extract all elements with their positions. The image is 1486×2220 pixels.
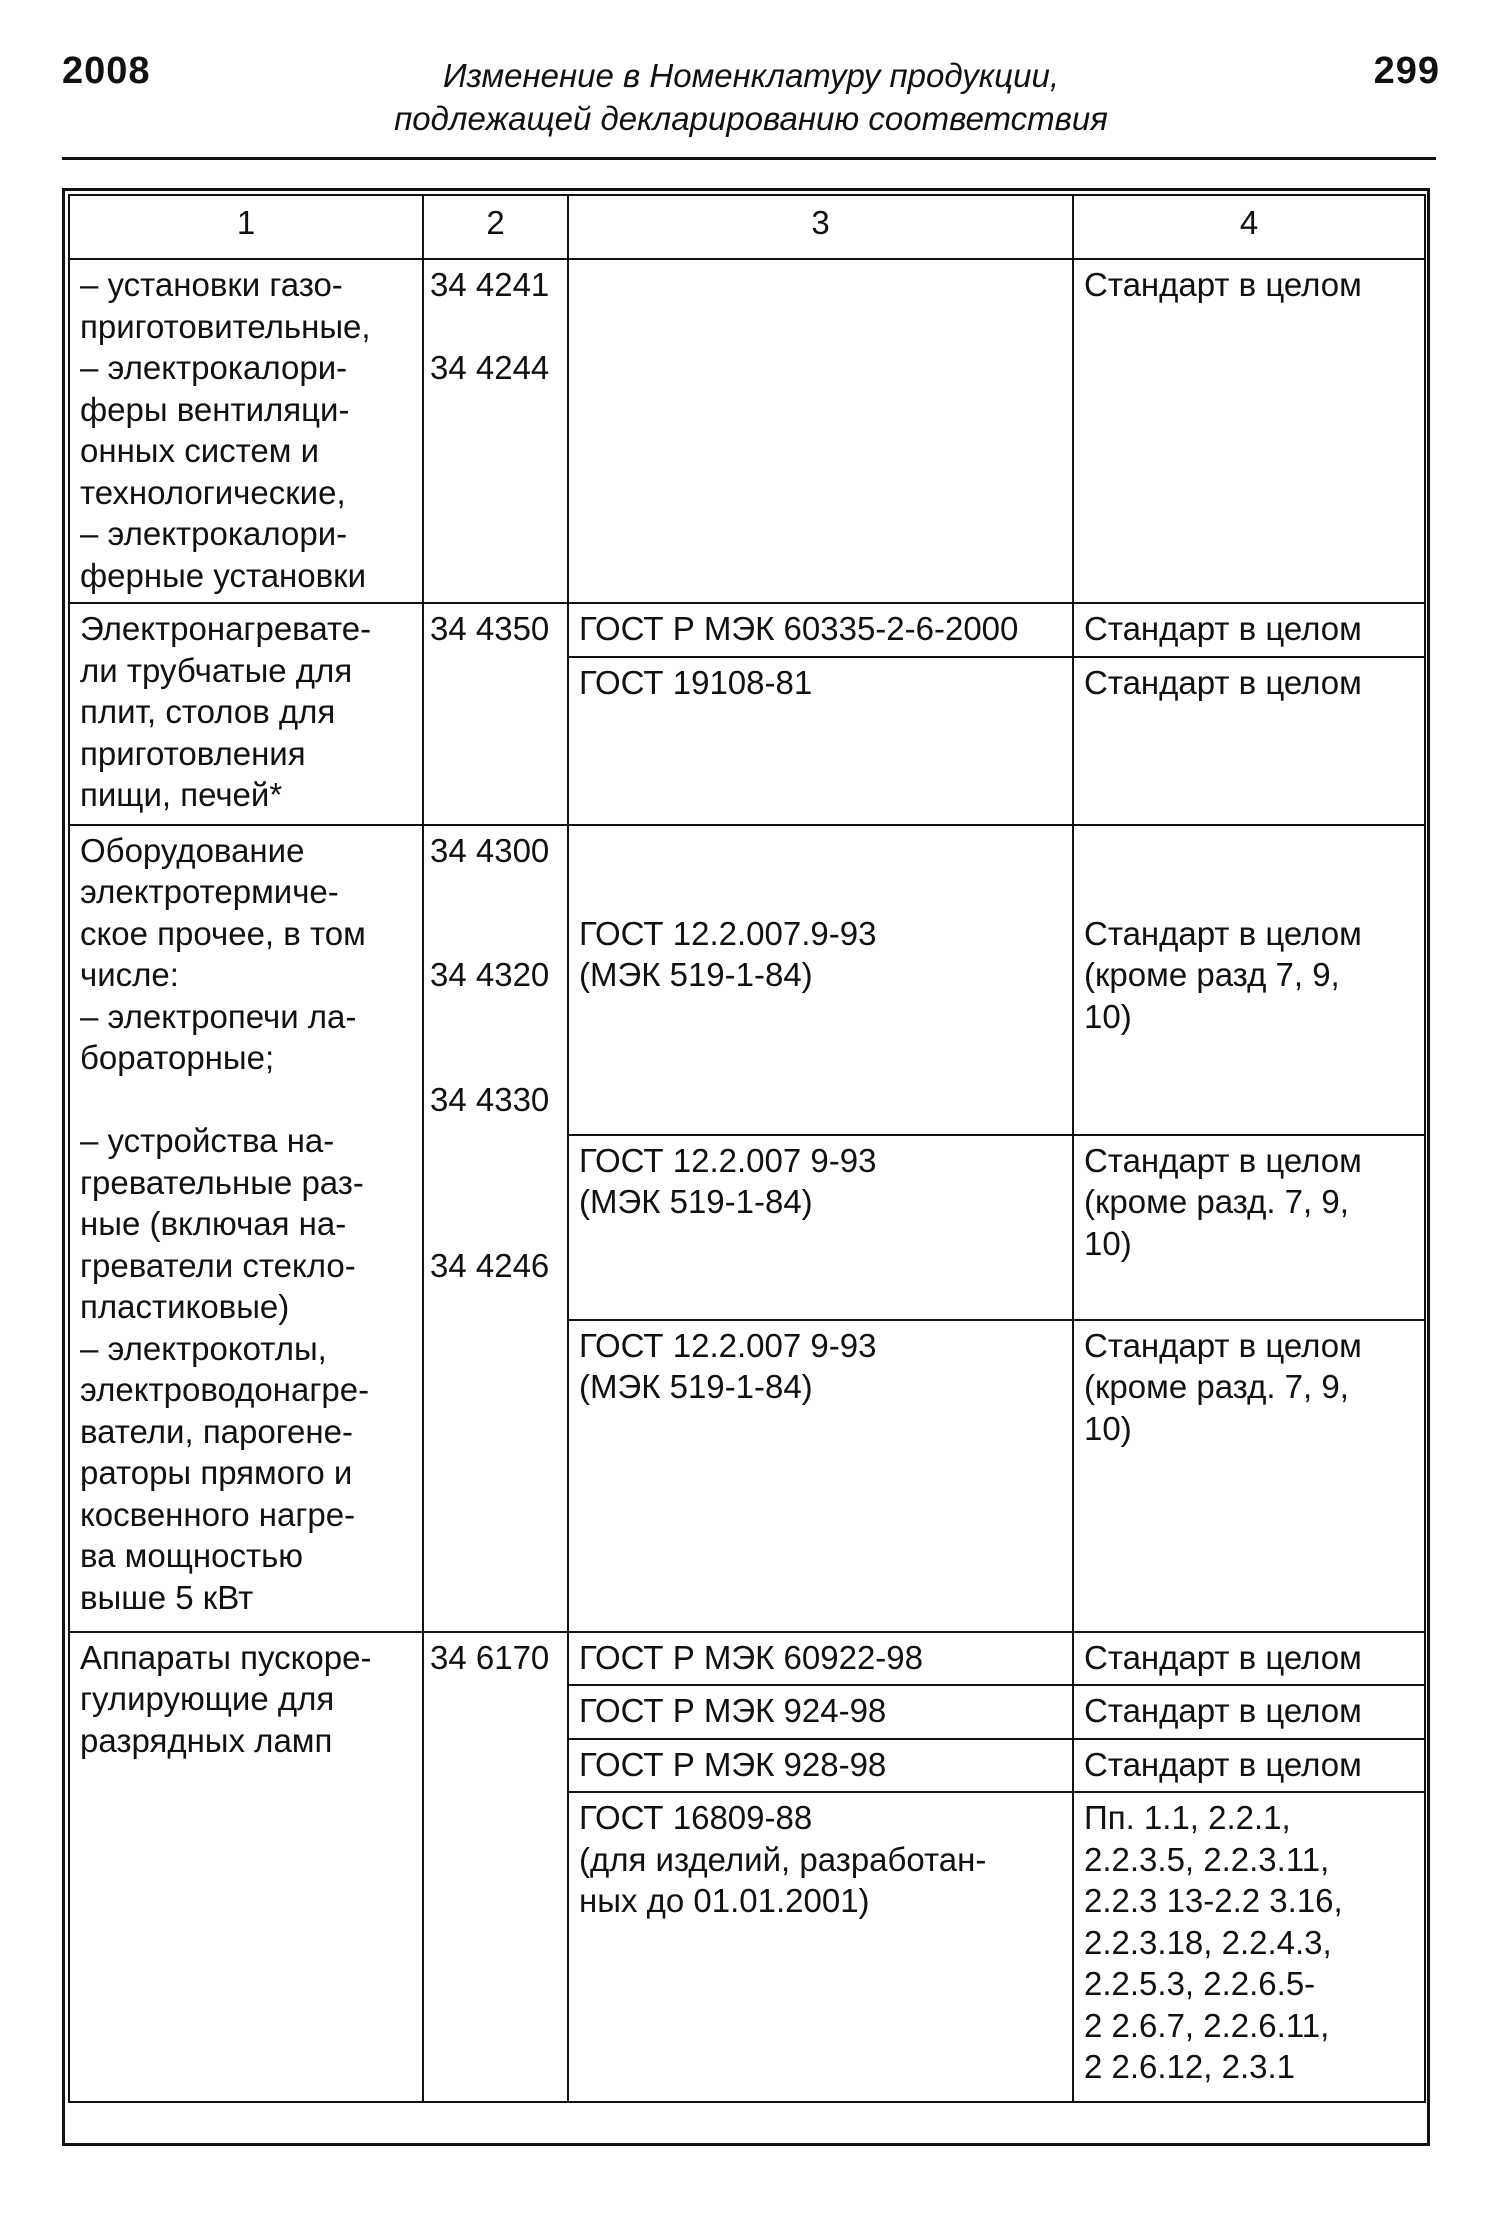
product-line: гулирующие для [80,1680,335,1717]
standard-cell [568,825,1073,1135]
product-line: феры вентиляци- [80,390,350,428]
standard-line: ГОСТ 12.2.007.9-93 [579,914,877,952]
scope-line: Пп. 1.1, 2.2.1, [1084,1799,1291,1836]
product-code: 34 4300 [430,831,550,869]
column-number-3: 3 [568,195,1073,259]
scope-line: 10) [1084,997,1132,1035]
scope-cell [1073,1792,1425,2102]
standard-line: ГОСТ 12.2.007 9-93 [579,1141,877,1179]
product-line: ферные установки [80,556,367,594]
standard-cell [568,259,1073,603]
product-line: – электропечи ла- [80,997,357,1035]
standard-cell [568,1739,1073,1793]
standard-cell [568,1320,1073,1632]
scope-line: 2.2.5.3, 2.2.6.5- [1084,1965,1316,2002]
product-line: раторы прямого и [80,1454,353,1491]
standard-line: (МЭК 519-1-84) [579,1183,813,1220]
table-row [69,603,1425,657]
product-line: Электронагревате- [80,610,372,647]
standard-line: ГОСТ 16809-88 [579,1799,813,1836]
scope-line: 2.2.3.18, 2.2.4.3, [1084,1923,1332,1961]
scope-cell [1073,1739,1425,1793]
standard-line: (МЭК 519-1-84) [579,956,813,993]
product-line: – электрокалори- [80,515,348,552]
scope-cell [1073,657,1425,825]
product-cell [69,825,423,1632]
product-line: технологические, [80,473,346,511]
scope-line: Стандарт в целом [1084,610,1362,647]
scope-line: Стандарт в целом [1084,1638,1362,1676]
page-header [62,40,1440,150]
scope-line: 10) [1084,1409,1132,1447]
scope-line: 2 2.6.7, 2.2.6.11, [1084,2006,1330,2044]
product-code: 34 4320 [430,956,550,993]
scope-line: 2 2.6.12, 2.3.1 [1084,2048,1296,2085]
standard-cell [568,1685,1073,1739]
scope-cell [1073,603,1425,657]
scope-line: (кроме разд 7, 9, [1084,956,1340,993]
scope-line: 10) [1084,1224,1132,1262]
standard-cell [568,603,1073,657]
product-line: – электрокалори- [80,349,348,386]
standard-line: (МЭК 519-1-84) [579,1368,813,1405]
product-code: 34 4244 [430,349,550,386]
product-line: ные (включая на- [80,1205,347,1242]
scope-line: 2.2.3 13-2.2 3.16, [1084,1882,1343,1919]
product-line: пищи, печей* [80,776,283,813]
standard-line: ГОСТ 19108-81 [579,663,813,701]
header-year: 2008 [62,50,151,92]
scope-line: Стандарт в целом [1084,1326,1362,1364]
scope-cell [1073,1685,1425,1739]
product-code: 34 4330 [430,1080,550,1118]
product-line: выше 5 кВт [80,1578,254,1616]
standard-line: ГОСТ 12.2.007 9-93 [579,1326,877,1364]
product-cell [69,1632,423,2103]
scope-cell [1073,1632,1425,1686]
product-line: плит, столов для [80,693,336,730]
product-line: бораторные; [80,1039,275,1076]
scope-cell [1073,1135,1425,1320]
header-title-line-2: подлежащей декларированию соответствия [394,100,1108,137]
scope-cell [1073,1320,1425,1632]
product-line: – установки газо- [80,266,343,303]
code-cell [423,259,568,603]
product-code: 34 6170 [430,1638,550,1676]
scope-cell [1073,825,1425,1135]
standard-cell [568,657,1073,825]
table-row [69,825,1425,1135]
scope-line: (кроме разд. 7, 9, [1084,1183,1349,1220]
scope-line: Стандарт в целом [1084,1692,1362,1729]
product-line: косвенного нагре- [80,1495,356,1533]
header-title [62,54,1440,140]
scope-line: 2.2.3.5, 2.2.3.11, [1084,1840,1330,1878]
product-code: 34 4246 [430,1246,550,1284]
product-cell [69,259,423,603]
standard-line: (для изделий, разработан- [579,1840,987,1878]
product-line: – устройства на- [80,1122,335,1159]
column-number-1: 1 [69,195,423,259]
product-line: электроводонагре- [80,1371,370,1408]
code-cell [423,603,568,825]
product-line: онных систем и [80,432,320,469]
standard-cell [568,1632,1073,1686]
product-line: ватели, парогене- [80,1412,353,1450]
product-code: 34 4241 [430,266,550,303]
scope-line: Стандарт в целом [1084,266,1362,303]
standard-cell [568,1792,1073,2102]
product-line: – электрокотлы, [80,1329,327,1367]
product-code: 34 4350 [430,610,550,647]
product-line: разрядных ламп [80,1721,333,1759]
product-line: ва мощностью [80,1537,304,1574]
product-line: Аппараты пускоре- [80,1638,372,1676]
standard-line: ГОСТ Р МЭК 60922-98 [579,1638,923,1676]
product-cell [69,603,423,825]
scope-line: Стандарт в целом [1084,663,1362,701]
nomenclature-table [68,194,1426,2103]
product-line: ли трубчатые для [80,651,353,689]
product-line: пластиковые) [80,1288,290,1325]
table-row [69,1632,1425,1686]
table-row [69,259,1425,603]
product-line: электротермиче- [80,873,339,910]
standard-line: ГОСТ Р МЭК 924-98 [579,1692,887,1729]
standard-line: ных до 01.01.2001) [579,1882,870,1919]
scope-line: Стандарт в целом [1084,1745,1362,1783]
header-page-number: 299 [1373,50,1440,92]
code-cell [423,1632,568,2103]
column-number-row [69,195,1425,259]
product-line: ское прочее, в том [80,914,366,952]
scope-line: Стандарт в целом [1084,1141,1362,1179]
product-line: греватели стекло- [80,1246,356,1284]
product-line: приготовительные, [80,307,371,345]
product-line: Оборудование [80,831,305,869]
product-line: гревательные раз- [80,1163,364,1201]
product-line: числе: [80,956,179,993]
column-number-2: 2 [423,195,568,259]
header-title-line-1: Изменение в Номенклатуру продукции, [442,57,1060,94]
standard-cell [568,1135,1073,1320]
scope-line: Стандарт в целом [1084,914,1362,952]
product-line: приготовления [80,734,306,772]
standard-line: ГОСТ Р МЭК 928-98 [579,1745,887,1783]
scope-cell [1073,259,1425,603]
code-cell [423,825,568,1632]
header-rule [62,157,1436,160]
scope-line: (кроме разд. 7, 9, [1084,1368,1349,1405]
standard-line: ГОСТ Р МЭК 60335-2-6-2000 [579,610,1019,647]
column-number-4: 4 [1073,195,1425,259]
